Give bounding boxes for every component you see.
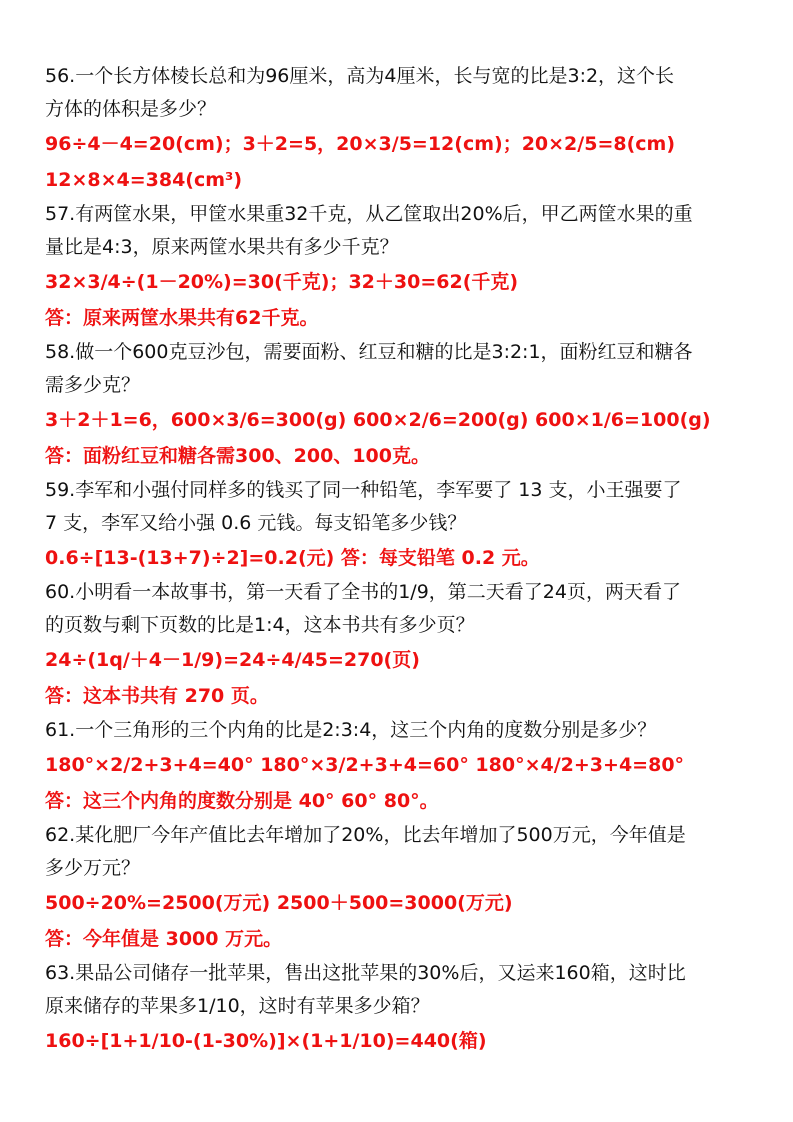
problem-block (45, 714, 755, 819)
problem-block (45, 474, 755, 576)
problem-block (45, 198, 755, 336)
answer-line: 0.6÷[13-(13+7)÷2]=0.2(元) 答：每支铅笔 0.2 元。 (45, 547, 540, 569)
worksheet-page (45, 60, 755, 1059)
answer-line: 32×3/4÷(1－20%)=30(千克)；32＋30=62(千克) (45, 271, 519, 293)
answer-line: 12×8×4=384(cm³) (45, 169, 243, 191)
answer-line: 答：原来两筐水果共有62千克。 (45, 307, 319, 329)
question-line: 56.一个长方体棱长总和为96厘米，高为4厘米，长与宽的比是3:2，这个长 (45, 65, 675, 87)
question-line: 量比是4:3，原来两筐水果共有多少千克？ (45, 236, 399, 258)
answer-line: 答：这三个内角的度数分别是 40° 60° 80°。 (45, 790, 439, 812)
question-line: 62.某化肥厂今年产值比去年增加了20%，比去年增加了500万元，今年值是 (45, 824, 686, 846)
question-line: 59.李军和小强付同样多的钱买了同一种铅笔，李军要了 13 支，小王强要了 (45, 479, 682, 501)
problem-block (45, 576, 755, 714)
question-line: 方体的体积是多少？ (45, 98, 217, 120)
question-line: 58.做一个600克豆沙包，需要面粉、红豆和糖的比是3:2:1，面粉红豆和糖各 (45, 341, 693, 363)
answer-line: 答：今年值是 3000 万元。 (45, 928, 283, 950)
question-line: 多少万元？ (45, 857, 141, 879)
problem-block (45, 957, 755, 1059)
question-line: 63.果品公司储存一批苹果，售出这批苹果的30%后，又运来160箱，这时比 (45, 962, 686, 984)
answer-line: 180°×2/2+3+4=40° 180°×3/2+3+4=60° 180°×4/2+3+4=80° (45, 754, 685, 776)
answer-line: 24÷(1q/＋4－1/9)=24÷4/45=270(页) (45, 649, 420, 671)
question-line: 原来储存的苹果多1/10，这时有苹果多少箱？ (45, 995, 430, 1017)
answer-line: 160÷[1+1/10-(1-30%)]×(1+1/10)=440(箱) (45, 1030, 487, 1052)
answer-line: 答：这本书共有 270 页。 (45, 685, 269, 707)
question-line: 57.有两筐水果，甲筐水果重32千克，从乙筐取出20%后，甲乙两筐水果的重 (45, 203, 693, 225)
question-line: 的页数与剩下页数的比是1:4，这本书共有多少页？ (45, 614, 475, 636)
problem-block (45, 336, 755, 474)
answer-line: 3＋2＋1=6，600×3/6=300(g) 600×2/6=200(g) 600×1/6=100(g) (45, 409, 711, 431)
question-line: 61.一个三角形的三个内角的比是2:3:4，这三个内角的度数分别是多少？ (45, 719, 657, 741)
answer-line: 500÷20%=2500(万元) 2500＋500=3000(万元) (45, 892, 513, 914)
question-line: 7 支，李军又给小强 0.6 元钱。每支铅笔多少钱？ (45, 512, 467, 534)
answer-line: 答：面粉红豆和糖各需300、200、100克。 (45, 445, 430, 467)
question-line: 60.小明看一本故事书，第一天看了全书的1/9，第二天看了24页，两天看了 (45, 581, 681, 603)
question-line: 需多少克？ (45, 374, 141, 396)
answer-line: 96÷4－4=20(cm)；3＋2=5，20×3/5=12(cm)；20×2/5=8(cm) (45, 133, 676, 155)
problem-block (45, 819, 755, 957)
problem-block (45, 60, 755, 198)
